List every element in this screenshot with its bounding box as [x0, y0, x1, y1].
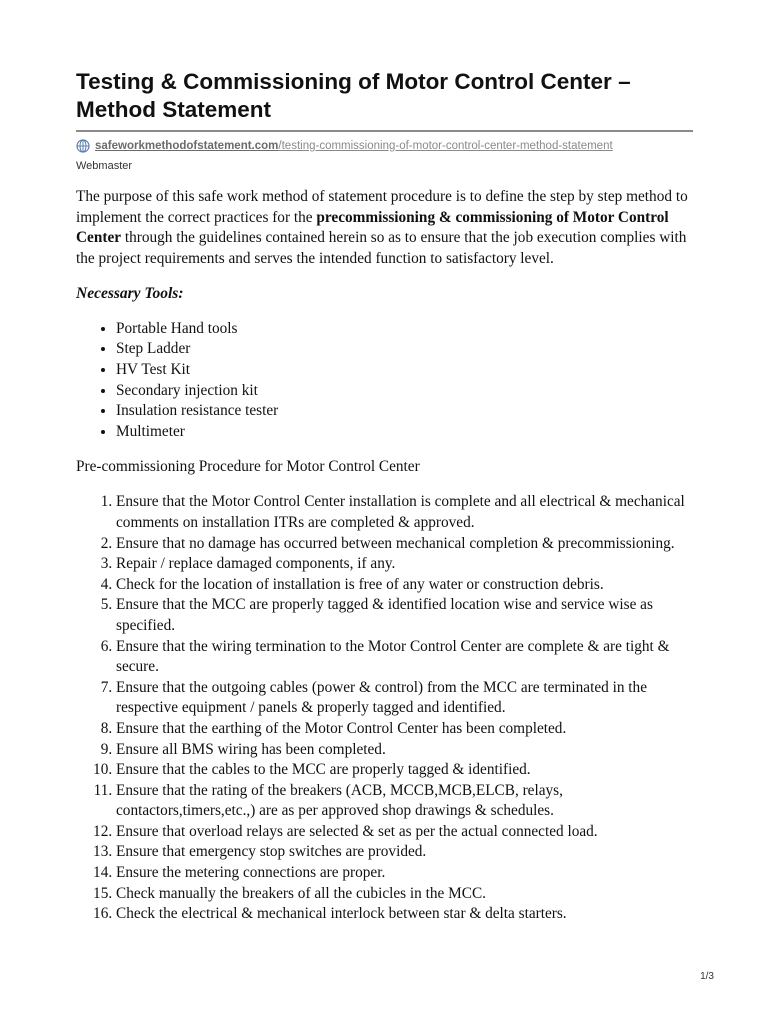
tool-item: • Portable Hand tools [116, 319, 692, 340]
intro-bold: precommissioning & commissioning of Motor Control Center [76, 208, 669, 247]
step-item: 15. Check manually the breakers of all the cubicles in the MCC. [116, 884, 692, 905]
step-item: 7. Ensure that the outgoing cables (power & control) from the MCC are terminated in the respective equipment / panels & properly tagged and identified. [116, 678, 692, 719]
source-link[interactable] [76, 138, 692, 154]
step-item: 11. Ensure that the rating of the breakers (ACB, MCCB,MCB,ELCB, relays, contactors,timers,etc.,) are as per approved shop drawings & schedules. [116, 781, 692, 822]
intro-text-before: The purpose of this safe work method of statement procedure is to define the step by step method to implement the correct practices for the [76, 188, 688, 226]
tool-item: • Step Ladder [116, 339, 692, 360]
page-title: Testing & Commissioning of Motor Control Center – Method Statement [76, 69, 631, 122]
author: Webmaster [76, 160, 133, 172]
tool-item: • Multimeter [116, 422, 692, 443]
intro-paragraph [76, 187, 692, 270]
document-page [76, 0, 692, 925]
step-item: 13. Ensure that emergency stop switches are provided. [116, 842, 692, 863]
step-item: 14. Ensure the metering connections are proper. [116, 863, 692, 884]
title-divider [76, 130, 693, 132]
step-item: 5. Ensure that the MCC are properly tagged & identified location wise and service wise as specified. [116, 595, 692, 636]
step-item: 8. Ensure that the earthing of the Motor Control Center has been completed. [116, 719, 692, 740]
step-item: 6. Ensure that the wiring termination to the Motor Control Center are complete & are tight & secure. [116, 637, 692, 678]
tool-item: • Secondary injection kit [116, 381, 692, 402]
step-item: 1. Ensure that the Motor Control Center installation is complete and all electrical & mechanical comments on installation ITRs are completed & approved. [116, 492, 692, 533]
intro-text-after: through the guidelines contained herein so as to ensure that the job execution complies with the project requirements and serves the intended function to satisfactory level. [76, 229, 687, 268]
step-item: 12. Ensure that overload relays are selected & set as per the actual connected load. [116, 822, 692, 843]
tool-item: • Insulation resistance tester [116, 401, 692, 422]
tool-item: • HV Test Kit [116, 360, 692, 381]
step-item: 10. Ensure that the cables to the MCC are properly tagged & identified. [116, 760, 692, 781]
source-path[interactable]: /testing-commissioning-of-motor-control-center-method-statement [278, 140, 613, 152]
tools-heading: Necessary Tools: [76, 284, 184, 302]
page-number: 1/3 [700, 971, 714, 982]
step-item: 2. Ensure that no damage has occurred between mechanical completion & precommissioning. [116, 534, 692, 555]
tools-list [76, 319, 692, 443]
procedure-heading: Pre-commissioning Procedure for Motor Control Center [76, 458, 420, 476]
procedure-steps [76, 492, 692, 924]
step-item: 16. Check the electrical & mechanical interlock between star & delta starters. [116, 904, 692, 925]
globe-icon [76, 139, 90, 153]
step-item: 4. Check for the location of installation is free of any water or construction debris. [116, 575, 692, 596]
step-item: 9. Ensure all BMS wiring has been completed. [116, 740, 692, 761]
step-item: 3. Repair / replace damaged components, if any. [116, 554, 692, 575]
source-domain[interactable]: safeworkmethodofstatement.com [95, 140, 279, 152]
